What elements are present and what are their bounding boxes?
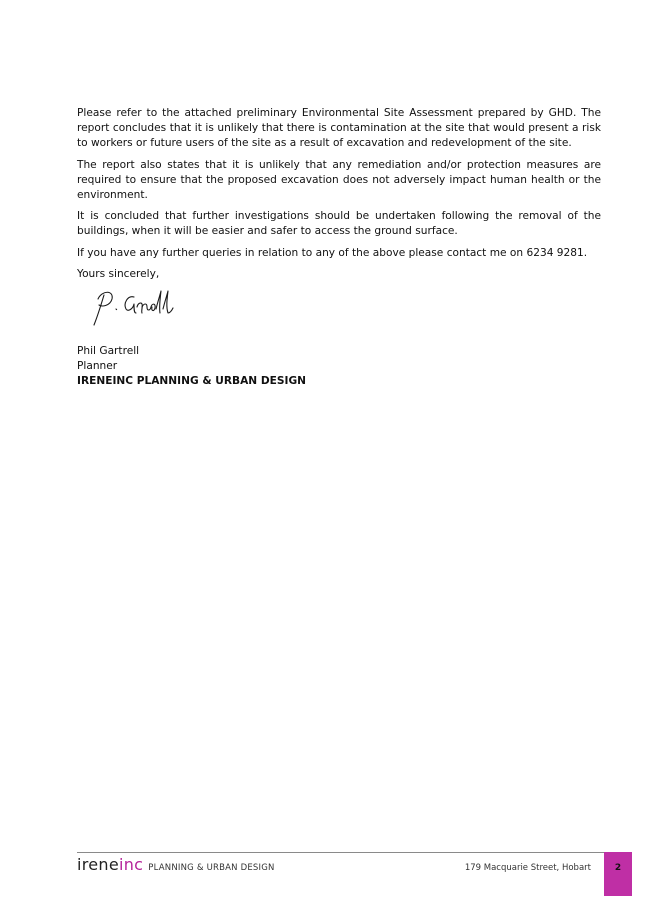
closing-salutation: Yours sincerely,	[77, 267, 160, 280]
logo-wordmark-inc: inc	[119, 855, 144, 874]
footer-divider	[77, 852, 604, 853]
footer-logo	[77, 855, 275, 879]
paragraph-remediation: The report also states that it is unlikely that any remediation and/or protection measures are required to ensure that the proposed excavation does not adversely impact human health or the environment.	[77, 158, 601, 202]
page-number-box	[604, 852, 632, 896]
paragraph-contact: If you have any further queries in relation to any of the above please contact me on 6234 9281.	[77, 246, 588, 259]
page-number: 2	[614, 863, 622, 873]
logo-wordmark-irene: irene	[77, 855, 119, 874]
handwritten-signature	[90, 287, 190, 327]
company-name: IRENEINC PLANNING & URBAN DESIGN	[77, 375, 307, 388]
footer-tagline: PLANNING & URBAN DESIGN	[148, 863, 275, 873]
footer-address: 179 Macquarie Street, Hobart	[464, 863, 591, 873]
signer-title: Planner	[77, 360, 118, 373]
paragraph-further-investigations: It is concluded that further investigations should be undertaken following the removal of the buildings, when it will be easier and safer to access the ground surface.	[77, 210, 601, 238]
letter-body	[77, 106, 601, 288]
signoff-block	[77, 344, 306, 390]
signer-name: Phil Gartrell	[77, 345, 140, 357]
paragraph-esa-summary: Please refer to the attached preliminary Environmental Site Assessment prepared by GHD. The report concludes that it is unlikely that there is contamination at the site that would present a risk to workers or future users of the site as a result of excavation and redevelopment of the site.	[77, 107, 601, 150]
